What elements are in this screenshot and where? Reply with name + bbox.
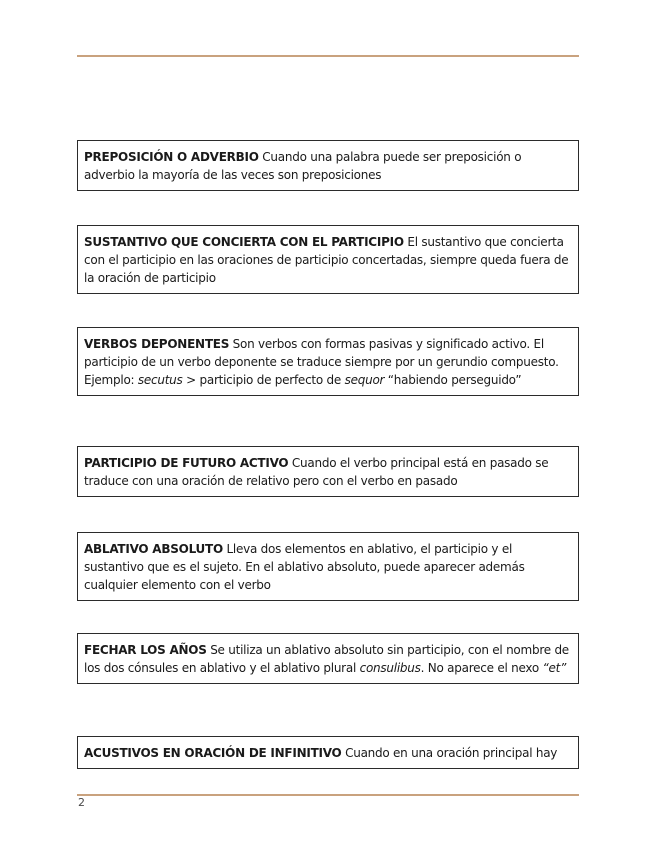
page-number: 2 [78,796,85,809]
entry-box-fechar-anos [77,633,579,684]
entry-box-verbos-deponentes [77,327,579,396]
example-word: secutus [137,373,183,387]
entry-box-participio-futuro [77,446,579,497]
example-prefix: Ejemplo: [84,373,138,387]
entry-box-acusativos [77,736,579,769]
header-rule [77,55,579,57]
entry-italic: consulibus [359,661,421,675]
entry-text: Cuando una palabra puede ser preposición o adverbio la mayoría de las veces son preposiciones [84,150,522,182]
example-middle: > participio de perfecto de [182,373,345,387]
entry-box-ablativo-absoluto [77,532,579,601]
entry-text: Son verbos con formas pasivas y significado activo. El participio de un verbo deponente se traduce siempre por un gerundio compuesto. [84,337,559,369]
entry-text: Lleva dos elementos en ablativo, el participio y el sustantivo que es el sujeto. En el ablativo absoluto, puede aparecer además cualquier elemento con el verbo [84,542,525,592]
entry-box-sustantivo [77,225,579,294]
entry-term: FECHAR LOS AÑOS [84,643,207,657]
entry-italic: “et” [542,661,567,675]
entry-term: VERBOS DEPONENTES [84,337,230,351]
entry-text: Cuando el verbo principal está en pasado se traduce con una oración de relativo pero con el verbo en pasado [84,456,549,488]
entry-term: ABLATIVO ABSOLUTO [84,542,223,556]
entry-text: Se utiliza un ablativo absoluto sin participio, con el nombre de los dos cónsules en ablativo y el ablativo plural [84,643,569,675]
footer-rule [77,794,579,796]
entry-term: ACUSTIVOS EN ORACIÓN DE INFINITIVO [84,746,342,760]
entry-term: SUSTANTIVO QUE CONCIERTA CON EL PARTICIPIO [84,235,404,249]
example-word: sequor [344,373,385,387]
entry-box-preposicion [77,140,579,191]
entry-term: PREPOSICIÓN O ADVERBIO [84,150,259,164]
entry-text: El sustantivo que concierta con el participio en las oraciones de participio concertadas, siempre queda fuera de la oración de participio [84,235,569,285]
entry-term: PARTICIPIO DE FUTURO ACTIVO [84,456,289,470]
entry-text-after: . No aparece el nexo [420,661,543,675]
entry-text: Cuando en una oración principal hay [341,746,558,760]
example-suffix: “habiendo perseguido” [384,373,522,387]
